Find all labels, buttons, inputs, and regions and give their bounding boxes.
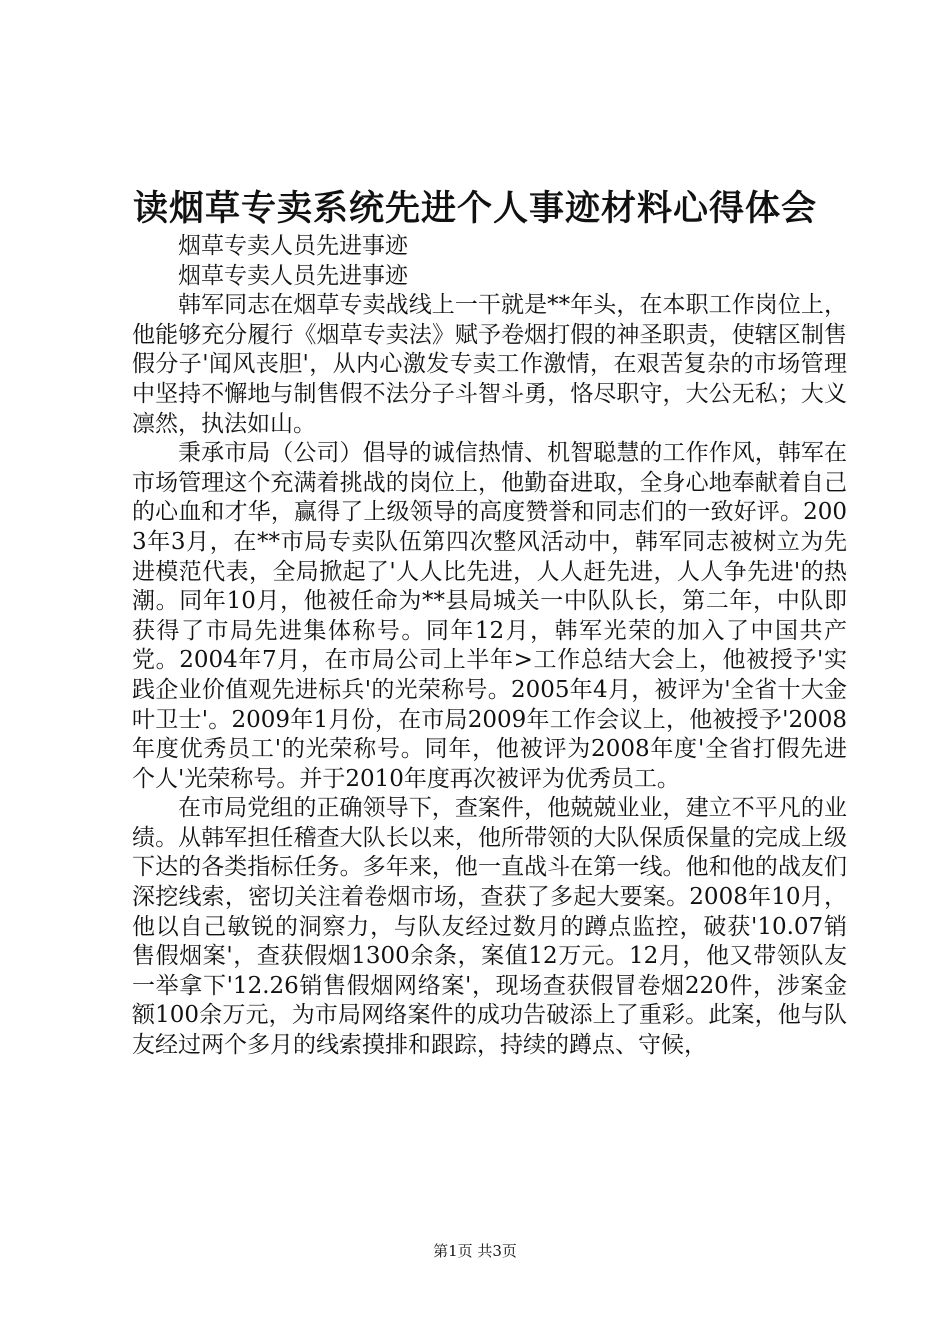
document-body (132, 232, 847, 1061)
body-paragraph-2: 秉承市局（公司）倡导的诚信热情、机智聪慧的工作作风，韩军在市场管理这个充满着挑战的岗位上，他勤奋进取，全身心地奉献着自己的心血和才华，赢得了上级领导的高度赞誉和同志们的一致好评。2003年3月，在**市局专卖队伍第四次整风活动中，韩军同志被树立为先进模范代表，全局掀起了'人人比先进，人人赶先进，人人争先进'的热潮。同年10月，他被任命为**县局城关一中队队长，第二年，中队即获得了市局先进集体称号。同年12月，韩军光荣的加入了中国共产党。2004年7月，在市局公司上半年>工作总结大会上，他被授予'实践企业价值观先进标兵'的光荣称号。2005年4月，被评为'全省十大金叶卫士'。2009年1月份，在市局2009年工作会议上，他被授予'2008年度优秀员工'的光荣称号。同年，他被评为2008年度'全省打假先进个人'光荣称号。并于2010年度再次被评为优秀员工。 (132, 440, 847, 792)
subheading-2: 烟草专卖人员先进事迹 (178, 262, 408, 289)
page-number-footer: 第1页 共3页 (433, 1242, 517, 1260)
subheading-1: 烟草专卖人员先进事迹 (178, 233, 408, 259)
body-paragraph-3: 在市局党组的正确领导下，查案件，他兢兢业业，建立不平凡的业绩。从韩军担任稽查大队长以来，他所带领的大队保质保量的完成上级下达的各类指标任务。多年来，他一直战斗在第一线。他和他的战友们深挖线索，密切关注着卷烟市场，查获了多起大要案。2008年10月，他以自己敏锐的洞察力，与队友经过数月的蹲点监控，破获'10.07销售假烟案'，查获假烟1300余条，案值12万元。12月，他又带领队友一举拿下'12.26销售假烟网络案'，现场查获假冒卷烟220件，涉案金额100余万元，为市局网络案件的成功告破添上了重彩。此案，他与队友经过两个多月的线索摸排和跟踪，持续的蹲点、守候， (132, 795, 847, 1059)
document-title: 读烟草专卖系统先进个人事迹材料心得体会 (132, 188, 817, 229)
body-paragraph-1: 韩军同志在烟草专卖战线上一干就是**年头，在本职工作岗位上，他能够充分履行《烟草专卖法》赋予卷烟打假的神圣职责，使辖区制售假分子'闻风丧胆'，从内心激发专卖工作激情，在艰苦复杂的市场管理中坚持不懈地与制售假不法分子斗智斗勇，恪尽职守，大公无私；大义凛然，执法如山。 (132, 292, 847, 437)
